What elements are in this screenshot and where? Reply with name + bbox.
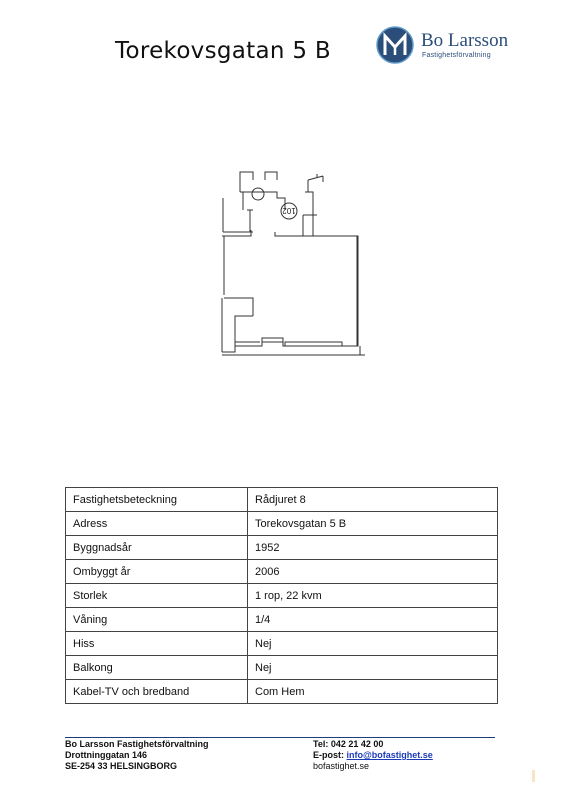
row-value: 1 rop, 22 kvm bbox=[248, 584, 498, 608]
row-label: Adress bbox=[66, 512, 248, 536]
table-row bbox=[66, 680, 498, 704]
table-row bbox=[66, 632, 498, 656]
row-value: 2006 bbox=[248, 560, 498, 584]
row-value: 1/4 bbox=[248, 608, 498, 632]
row-label: Ombyggt år bbox=[66, 560, 248, 584]
row-label: Balkong bbox=[66, 656, 248, 680]
footer-email-line bbox=[313, 750, 433, 761]
row-label: Byggnadsår bbox=[66, 536, 248, 560]
property-table bbox=[65, 487, 498, 704]
table-row bbox=[66, 536, 498, 560]
page-title: Torekovsgatan 5 B bbox=[115, 38, 331, 64]
row-label: Kabel-TV och bredband bbox=[66, 680, 248, 704]
footer-postal: SE-254 33 HELSINGBORG bbox=[65, 761, 178, 771]
table-row bbox=[66, 488, 498, 512]
row-value: Com Hem bbox=[248, 680, 498, 704]
row-value: Nej bbox=[248, 656, 498, 680]
row-value: 1952 bbox=[248, 536, 498, 560]
footer-email-link[interactable]: info@bofastighet.se bbox=[346, 750, 433, 760]
table-row bbox=[66, 608, 498, 632]
table-row bbox=[66, 560, 498, 584]
footer-street: Drottninggatan 146 bbox=[65, 750, 148, 760]
footer-divider bbox=[65, 737, 495, 738]
footer-address bbox=[65, 739, 209, 772]
footer-contact bbox=[313, 739, 433, 772]
row-value: Rådjuret 8 bbox=[248, 488, 498, 512]
logo-subtitle: Fastighetsförvaltning bbox=[422, 52, 491, 59]
row-label: Våning bbox=[66, 608, 248, 632]
row-label: Fastighetsbeteckning bbox=[66, 488, 248, 512]
table-row bbox=[66, 656, 498, 680]
row-value: Nej bbox=[248, 632, 498, 656]
logo-m-icon bbox=[376, 26, 414, 64]
floor-plan bbox=[205, 170, 380, 365]
table-row bbox=[66, 512, 498, 536]
footer-company: Bo Larsson Fastighetsförvaltning bbox=[65, 739, 209, 749]
row-value: Torekovsgatan 5 B bbox=[248, 512, 498, 536]
footer-web[interactable]: bofastighet.se bbox=[313, 761, 370, 771]
row-label: Hiss bbox=[66, 632, 248, 656]
table-row bbox=[66, 584, 498, 608]
footer-email-label: E-post: bbox=[313, 750, 344, 760]
logo-name: Bo Larsson bbox=[421, 30, 509, 51]
row-label: Storlek bbox=[66, 584, 248, 608]
room-number-label: 102 bbox=[282, 206, 296, 215]
company-logo bbox=[376, 26, 546, 66]
scan-mark bbox=[532, 770, 535, 782]
footer-phone: Tel: 042 21 42 00 bbox=[313, 739, 384, 749]
